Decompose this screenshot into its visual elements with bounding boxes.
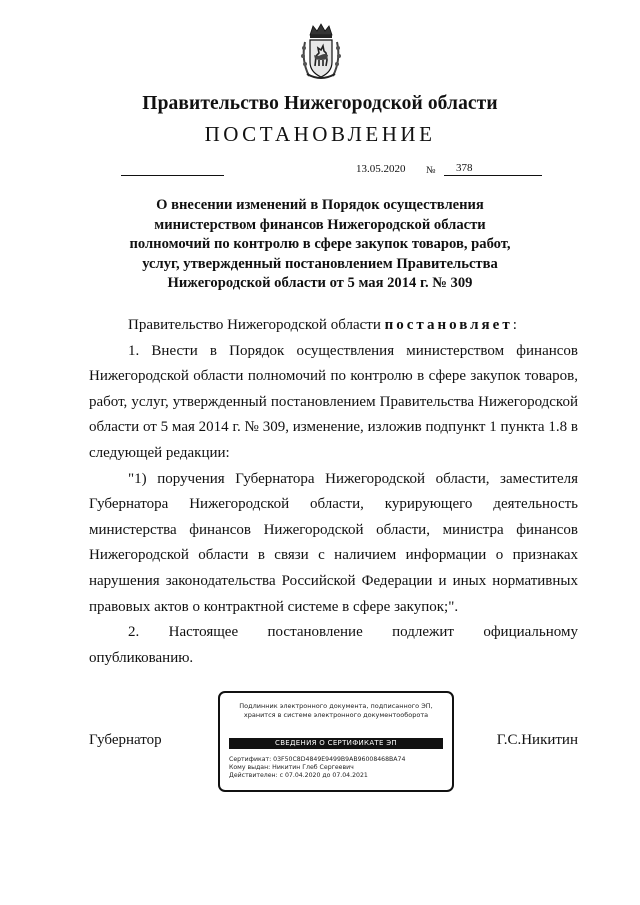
- signatory-name: Г.С.Никитин: [496, 732, 578, 748]
- paragraph-1: 1. Внести в Порядок осуществления министерством финансов Нижегородской области полномочий по контролю в сфере закупок товаров, работ, услуг, утвержденный постановлением Правительства Нижегородской области от 5 мая 2014 г. № 309, изменение, изложив подпункт 1 пункта 1.8 в следующей редакции:: [89, 342, 578, 461]
- stamp-notice-line: Подлинник электронного документа, подписанного ЭП,: [239, 702, 433, 710]
- document-body: [89, 313, 578, 671]
- stamp-notice-line: хранится в системе электронного документооборота: [243, 711, 429, 719]
- certificate-validity: Действителен: с 07.04.2020 до 07.04.2021: [229, 772, 368, 779]
- number-underline: [444, 175, 542, 176]
- paragraph-3: 2. Настоящее постановление подлежит официальному опубликованию.: [89, 624, 578, 666]
- document-subject: [110, 196, 530, 294]
- blank-underline: [121, 175, 224, 176]
- paragraph-2: "1) поручения Губернатора Нижегородской области, заместителя Губернатора Нижегородской области, курирующего деятельность министерства финансов Нижегородской области, министра финансов Нижегородской области в связи с наличием информации о признаках нарушения законодательства Российской Федерации и иных нормативных правовых актов о контрактной системе в сфере закупок;".: [89, 470, 578, 615]
- document-date: 13.05.2020: [356, 163, 406, 175]
- government-name: Правительство Нижегородской области: [142, 93, 498, 114]
- lead-end: :: [512, 317, 517, 333]
- subject-line: министерством финансов Нижегородской области: [154, 216, 486, 233]
- subject-line: О внесении изменений в Порядок осуществления: [156, 197, 484, 213]
- stamp-header-bar: СВЕДЕНИЯ О СЕРТИФИКАТЕ ЭП: [229, 738, 443, 749]
- lead-paragraph: [89, 313, 578, 339]
- certificate-number: Сертификат: 03F50C8D4849E9499B9AB96008468BA74: [229, 756, 406, 763]
- number-sign: №: [426, 165, 436, 176]
- subject-line: полномочий по контролю в сфере закупок товаров, работ,: [129, 236, 511, 252]
- nizhny-novgorod-coat-of-arms-icon: [299, 22, 343, 84]
- stamp-notice: [220, 702, 452, 720]
- lead-text: Правительство Нижегородской области: [128, 317, 381, 333]
- subject-line: Нижегородской области от 5 мая 2014 г. № 309: [167, 275, 473, 291]
- document-type: ПОСТАНОВЛЕНИЕ: [204, 122, 436, 146]
- certificate-owner: Кому выдан: Никитин Глеб Сергеевич: [229, 764, 354, 771]
- lead-keyword: постановляет: [384, 317, 513, 333]
- subject-line: услуг, утвержденный постановлением Правительства: [142, 255, 498, 272]
- signatory-title: Губернатор: [89, 732, 162, 748]
- document-number: 378: [456, 162, 473, 174]
- electronic-signature-stamp: [218, 691, 454, 792]
- stamp-details: [229, 756, 446, 780]
